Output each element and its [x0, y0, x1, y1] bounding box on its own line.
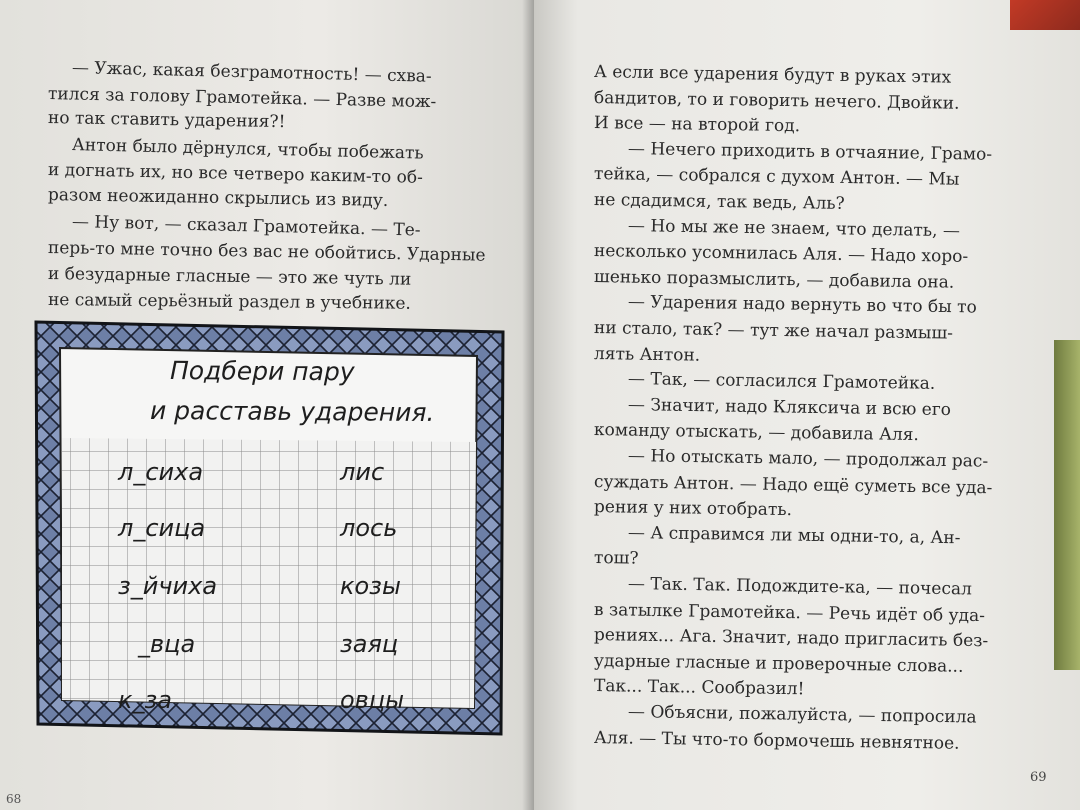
left-page-number: 68 [6, 792, 22, 806]
right-text-line: не сдадимся, так ведь, Аль? [593, 190, 845, 214]
background-plant [1054, 340, 1080, 670]
right-text-line: рения у них отобрать. [593, 497, 793, 521]
right-text-line: — Ударения надо вернуть во что бы то [627, 292, 977, 318]
right-text-line: в затылке Грамотейка. — Речь идёт об уда- [593, 599, 986, 626]
right-text-line: — Так, — согласился Грамотейка. [627, 369, 936, 395]
left-text-line: — Ну вот, — сказал Грамотейка. — Те- [71, 212, 421, 241]
exercise-word-left: л_сица [118, 514, 206, 542]
right-text-line: — Но отыскать мало, — продолжал рас- [627, 446, 989, 472]
right-text-line: — Нечего приходить в отчаяние, Грамо- [627, 138, 993, 165]
right-text-line: Так... Так... Сообразил! [593, 676, 805, 700]
left-text-line: тился за голову Грамотейка. — Разве мож- [47, 84, 437, 113]
right-text-line: несколько усомнилась Аля. — Надо хоро- [593, 241, 969, 268]
right-text-line: шенько поразмыслить, — добавила она. [593, 266, 955, 293]
exercise-word-left: _вца [138, 630, 196, 658]
right-text-line: — Объясни, пожалуйста, — попросила [627, 702, 977, 728]
left-text-line: — Ужас, какая безграмотность! — схва- [71, 58, 432, 87]
left-text-line: перь-то мне точно без вас не обойтись. Ударные [47, 238, 486, 266]
right-page [534, 0, 1080, 810]
right-text-line: тош? [593, 548, 639, 570]
right-page-number: 69 [1030, 770, 1047, 785]
exercise-word-right: козы [340, 572, 401, 600]
right-text-line: ударные гласные и проверочные слова... [593, 650, 964, 677]
left-page [0, 0, 534, 810]
right-text-line: суждать Антон. — Надо ещё суметь все уда- [593, 471, 993, 498]
exercise-word-left: л_сиха [118, 458, 204, 486]
left-text-line: Антон было дёрнулся, чтобы побежать [71, 135, 424, 164]
exercise-word-right: лис [340, 458, 385, 486]
exercise-title-line2: и расставь ударения. [149, 396, 435, 427]
left-text-line: разом неожиданно скрылись из виду. [47, 185, 389, 211]
right-text-line: А если все ударения будут в руках этих [593, 62, 952, 88]
exercise-word-right: овцы [340, 686, 405, 714]
exercise-title-line1: Подбери пару [169, 356, 355, 387]
left-text-line: и безударные гласные — это же чуть ли [47, 264, 412, 290]
right-text-line: — Значит, надо Кляксича и всю его [627, 394, 952, 420]
exercise-word-right: заяц [340, 630, 399, 658]
right-text-line: бандитов, то и говорить нечего. Двойки. [593, 87, 960, 114]
cover-corner [1010, 0, 1080, 30]
right-text-line: — Так. Так. Подождите-ка, — почесал [627, 574, 973, 600]
exercise-word-left: к_за [118, 686, 172, 714]
right-text-line: ни стало, так? — тут же начал размыш- [593, 318, 954, 344]
right-text-line: команду отыскать, — добавила Аля. [593, 420, 919, 446]
right-text-line: тейка, — собрался с духом Антон. — Мы [593, 164, 960, 191]
left-text-line: и догнать их, но все четверо каким-то об- [47, 160, 424, 188]
left-text-line: не самый серьёзный раздел в учебнике. [47, 290, 411, 314]
left-text-line: но так ставить ударения?! [47, 108, 286, 133]
right-text-line: лять Антон. [593, 343, 701, 366]
right-text-line: рениях... Ага. Значит, надо пригласить без- [593, 625, 989, 652]
exercise-word-right: лось [340, 514, 398, 542]
right-text-line: — Но мы же не знаем, что делать, — [627, 215, 961, 241]
exercise-word-left: з_йчиха [118, 572, 218, 600]
right-text-line: — А справимся ли мы одни-то, а, Ан- [627, 522, 961, 549]
right-text-line: И все — на второй год. [593, 113, 801, 137]
right-text-line: Аля. — Ты что-то бормочешь невнятное. [593, 727, 960, 754]
